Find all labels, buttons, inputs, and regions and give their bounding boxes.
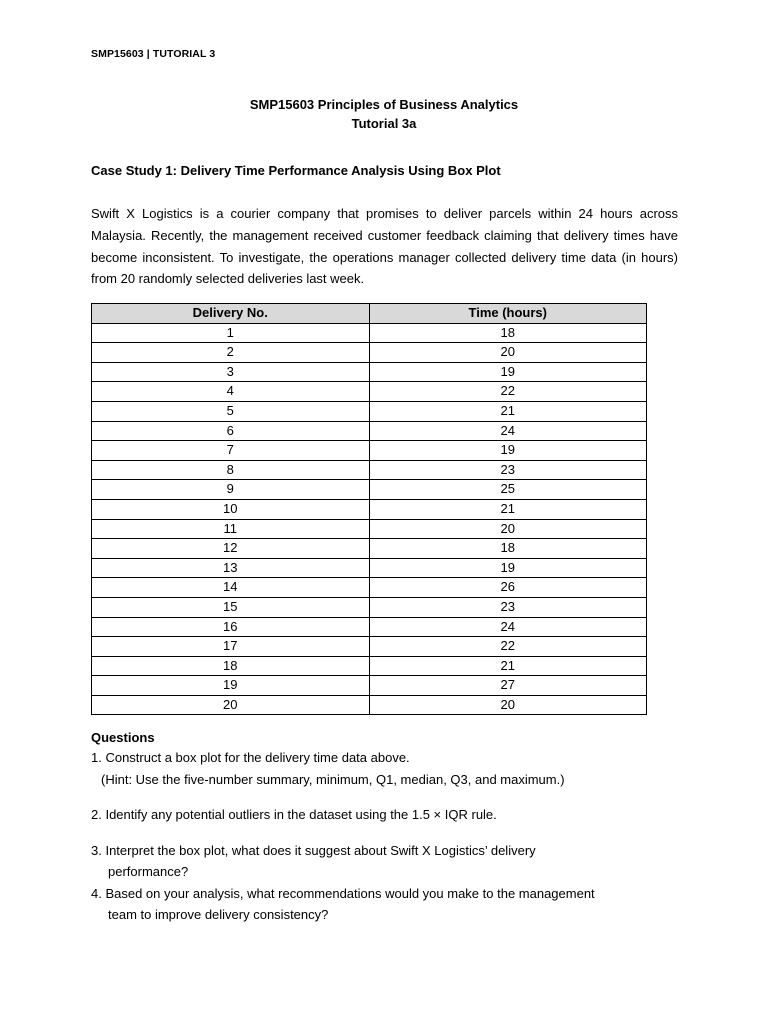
question-3-continuation: performance? [108,864,189,879]
time-cell: 19 [369,362,647,382]
time-cell: 20 [369,519,647,539]
time-cell: 24 [369,617,647,637]
table-row [92,578,647,598]
delivery-time-table [91,303,647,715]
case-study-intro: Swift X Logistics is a courier company that promises to deliver parcels within 24 hours across Malaysia. Recently, the management received customer feedback claiming that delivery times have become inconsistent. To investigate, the operations manager collected delivery time data (in hours) from 20 randomly selected deliveries last week. [91,206,678,287]
delivery-no-cell: 15 [92,597,370,617]
document-title [0,95,768,133]
delivery-no-cell: 2 [92,343,370,363]
time-cell: 25 [369,480,647,500]
delivery-no-cell: 16 [92,617,370,637]
delivery-no-cell: 8 [92,460,370,480]
column-header-delivery-no: Delivery No. [92,304,370,324]
time-cell: 22 [369,382,647,402]
question-4-continuation: team to improve delivery consistency? [108,907,329,922]
table-row [92,597,647,617]
time-cell: 18 [369,323,647,343]
delivery-no-cell: 1 [92,323,370,343]
delivery-no-cell: 7 [92,441,370,461]
delivery-no-cell: 13 [92,558,370,578]
time-cell: 23 [369,460,647,480]
table-row [92,695,647,715]
question-1-hint: (Hint: Use the five-number summary, minimum, Q1, median, Q3, and maximum.) [101,772,565,787]
time-cell: 24 [369,421,647,441]
delivery-no-cell: 14 [92,578,370,598]
delivery-no-cell: 18 [92,656,370,676]
question-2: 2. Identify any potential outliers in the dataset using the 1.5 × IQR rule. [91,807,497,822]
running-header: SMP15603 | TUTORIAL 3 [91,48,216,60]
table-row [92,676,647,696]
tutorial-title: Tutorial 3a [351,116,417,131]
delivery-no-cell: 11 [92,519,370,539]
question-4: 4. Based on your analysis, what recommendations would you make to the management [91,886,595,901]
time-cell: 22 [369,637,647,657]
question-1: 1. Construct a box plot for the delivery time data above. [91,750,410,765]
time-cell: 21 [369,499,647,519]
table-row [92,617,647,637]
course-title: SMP15603 Principles of Business Analytics [249,97,519,112]
delivery-no-cell: 10 [92,499,370,519]
delivery-no-cell: 4 [92,382,370,402]
delivery-no-cell: 9 [92,480,370,500]
table-row [92,558,647,578]
time-cell: 27 [369,676,647,696]
time-cell: 21 [369,401,647,421]
delivery-no-cell: 5 [92,401,370,421]
table-header-row [92,304,647,324]
table-row [92,441,647,461]
table-row [92,499,647,519]
case-study-title: Case Study 1: Delivery Time Performance Analysis Using Box Plot [91,163,501,178]
time-cell: 23 [369,597,647,617]
time-cell: 21 [369,656,647,676]
questions-heading: Questions [91,730,155,745]
time-cell: 19 [369,558,647,578]
time-cell: 18 [369,539,647,559]
table-row [92,362,647,382]
delivery-no-cell: 12 [92,539,370,559]
table-row [92,460,647,480]
column-header-time-hours: Time (hours) [369,304,647,324]
delivery-no-cell: 6 [92,421,370,441]
table-row [92,637,647,657]
table-row [92,323,647,343]
table-row [92,382,647,402]
time-cell: 20 [369,343,647,363]
table-row [92,480,647,500]
table-row [92,656,647,676]
delivery-no-cell: 3 [92,362,370,382]
time-cell: 26 [369,578,647,598]
delivery-no-cell: 20 [92,695,370,715]
delivery-no-cell: 19 [92,676,370,696]
table-row [92,401,647,421]
table-row [92,519,647,539]
table-row [92,343,647,363]
time-cell: 20 [369,695,647,715]
time-cell: 19 [369,441,647,461]
table-row [92,539,647,559]
delivery-no-cell: 17 [92,637,370,657]
table-row [92,421,647,441]
table-body [92,323,647,715]
question-3: 3. Interpret the box plot, what does it suggest about Swift X Logistics’ delivery [91,843,536,858]
